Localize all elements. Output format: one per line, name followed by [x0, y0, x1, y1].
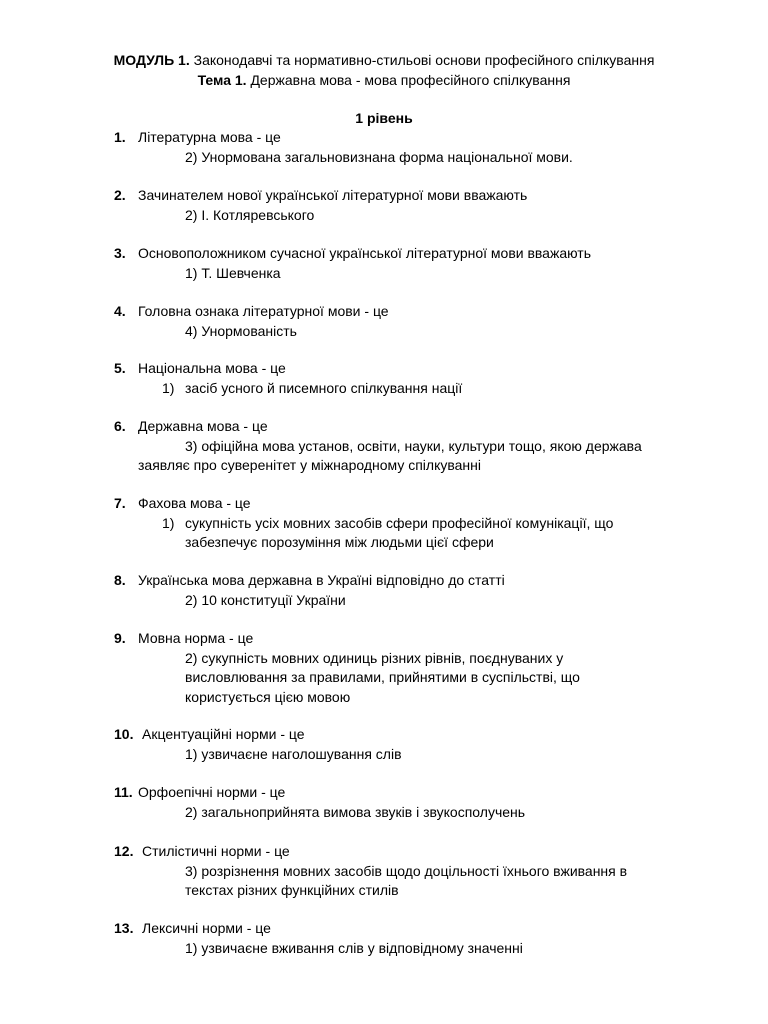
question-text: Зачинателем нової української літературної мови вважають [138, 187, 528, 203]
question-text: Національна мова - це [138, 360, 286, 376]
question-number: 1. [114, 129, 126, 145]
question-text: Літературна мова - це [138, 129, 281, 145]
topic-label: Тема 1. [197, 71, 247, 88]
question-text: Орфоепічні норми - це [138, 784, 286, 800]
question-number: 8. [114, 572, 126, 588]
question-number: 2. [114, 187, 126, 203]
module-label: МОДУЛЬ 1. [113, 52, 190, 68]
answer-label: 1) [162, 379, 175, 396]
question-text: Українська мова державна в Україні відповідно до статті [138, 572, 505, 588]
answer-line: 2) 10 конституції України [185, 591, 346, 608]
document-header [0, 51, 768, 90]
question-text: Основоположником сучасної української літературної мови вважають [138, 245, 592, 261]
answer-line: 3) офіційна мова установ, освіти, науки, культури тощо, якою держава [185, 437, 642, 454]
answer-line: 2) Унормована загальновизнана форма національної мови. [185, 148, 573, 165]
question-number: 12. [114, 843, 134, 859]
answer-line: текстах різних функційних стилів [185, 882, 399, 898]
answer-line: 2) І. Котляревського [185, 206, 315, 223]
question-text: Мовна норма - це [138, 630, 254, 646]
answer-line: 2) сукупність мовних одиниць різних рівнів, поєднуваних у [185, 649, 564, 666]
answer-line: сукупність усіх мовних засобів сфери професійної комунікації, що [185, 514, 614, 531]
question-number: 6. [114, 418, 126, 434]
question-number: 11. [114, 784, 133, 800]
question-number: 5. [114, 360, 126, 376]
question-text: Акцентуаційні норми - це [142, 726, 305, 742]
question-number: 10. [114, 726, 134, 742]
answer-line: 1) узвичаєне наголошування слів [185, 745, 402, 762]
topic-heading [0, 71, 768, 91]
question-text: Лексичні норми - це [142, 920, 271, 936]
question-number: 7. [114, 495, 126, 511]
answer-line: висловлювання за правилами, прийнятими в суспільстві, що [185, 669, 580, 685]
question-number: 9. [114, 630, 126, 646]
answer-line: користується цією мовою [185, 688, 351, 705]
answer-line: 3) розрізнення мовних засобів щодо доцільності їхнього вживання в [185, 862, 628, 879]
answer-line: засіб усного й писемного спілкування нації [185, 379, 463, 396]
module-title: Законодавчі та нормативно-стильові основи професійного спілкування [193, 52, 655, 68]
question-text: Державна мова - це [138, 418, 268, 434]
question-number: 13. [114, 920, 134, 936]
answer-line: 2) загальноприйнята вимова звуків і звукосполучень [185, 803, 526, 820]
answer-line: 4) Унормованість [185, 322, 297, 339]
question-text: Стилістичні норми - це [142, 843, 290, 859]
level-heading: 1 рівень [355, 110, 413, 126]
answer-line: заявляє про суверенітет у міжнародному спілкуванні [138, 457, 481, 473]
question-text: Головна ознака літературної мови - це [138, 303, 389, 319]
answer-line: забезпечує порозуміння між людьми цієї сфери [185, 534, 494, 550]
question-number: 4. [114, 303, 126, 319]
answer-line: 1) узвичаєне вживання слів у відповідному значенні [185, 939, 523, 956]
question-text: Фахова мова - це [138, 495, 251, 511]
answer-line: 1) Т. Шевченка [185, 264, 281, 281]
module-heading [0, 51, 768, 71]
answer-label: 1) [162, 514, 175, 531]
question-number: 3. [114, 245, 126, 261]
topic-title: Державна мова - мова професійного спілкування [250, 71, 571, 88]
